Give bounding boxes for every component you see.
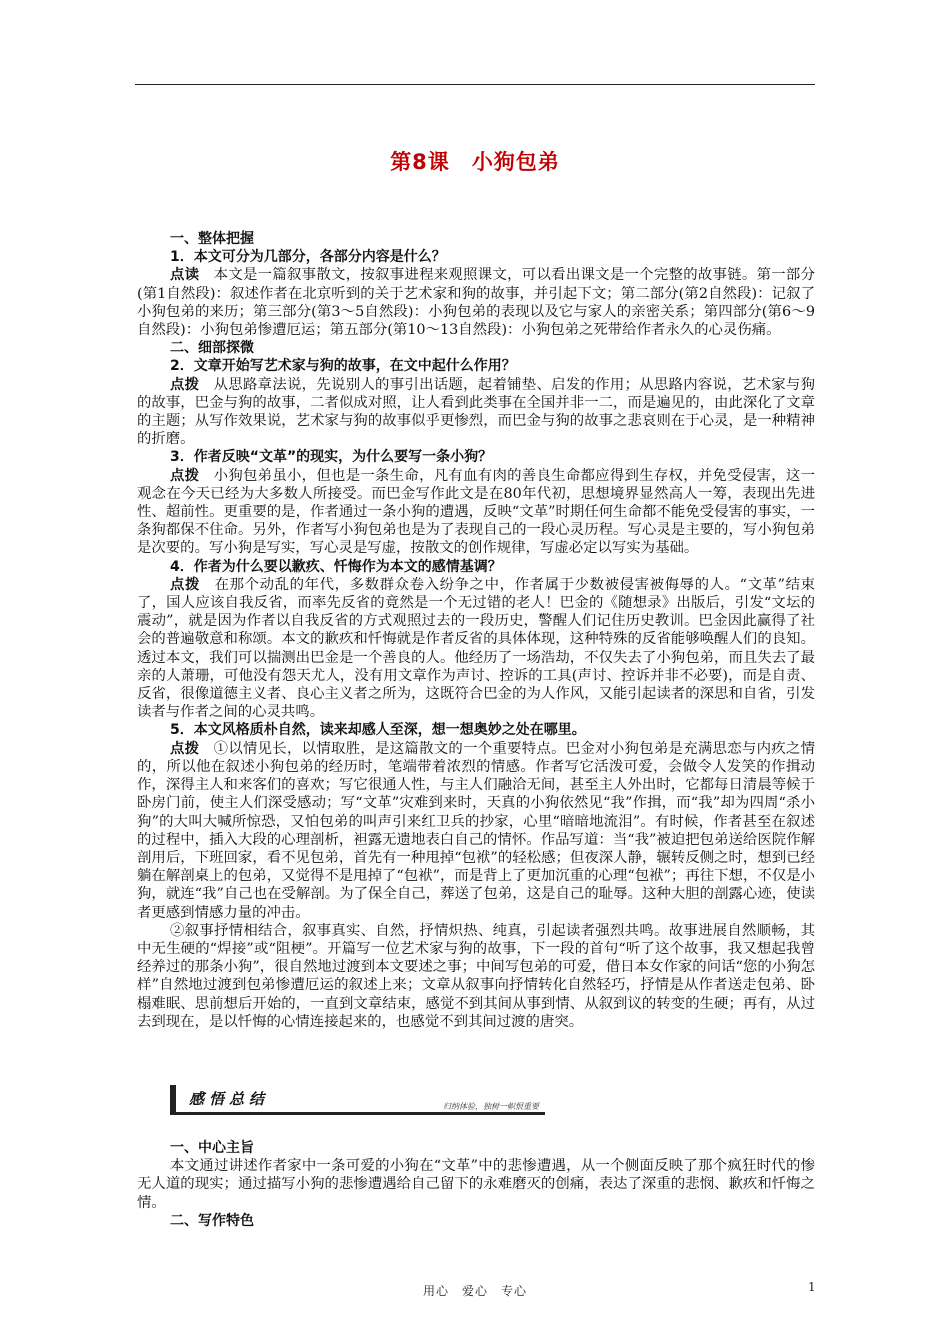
answer (137, 740, 815, 922)
section-heading: 二、细部探微 (170, 340, 254, 357)
answer (137, 576, 815, 722)
summary-section (137, 1139, 815, 1230)
banner-bar (170, 1085, 176, 1115)
answer-text: 从思路章法说，先说别人的事引出话题，起着铺垫、启发的作用；从思路内容说，艺术家与狗的故事，巴金与狗的故事，二者似成对照，让人看到此类事在全国并非一二，而是遍见的，由此深化了文章的主题；从写作效果说，艺术家与狗的故事似乎更惨烈，而巴金与狗的故事之悲哀则在于心灵，是一种精神的折磨。 (137, 376, 815, 448)
page-title (0, 146, 950, 176)
question: 2．文章开始写艺术家与狗的故事，在文中起什么作用？ (170, 358, 516, 375)
answer-text: 在那个动乱的年代，多数群众卷入纷争之中，作者属于少数被侵害被侮辱的人。“文革”结束了，国人应该自我反省，而率先反省的竟然是一个无过错的老人！巴金的《随想录》出版后，引发“文坛的震动”，就是因为作者以自我反省的方式观照过去的一段历史，警醒人们记住历史教训。巴金因此赢得了社会的普遍敬意和称颂。本文的歉疚和忏悔就是作者反省的具体体现，这种特殊的反省能够唤醒人们的良知。透过本文，我们可以揣测出巴金是一个善良的人。他经历了一场浩劫，不仅失去了小狗包弟，而且失去了最亲的人萧珊，可他没有怨天尤人，没有用文章作为声讨、控诉的工具(声讨、控诉并非不必要)，而是自责、反省，很像道德主义者、良心主义者之所为，这既符合巴金的为人作风，又能引起读者的深思和自省，引发读者与作者之间的心灵共鸣。 (137, 576, 815, 721)
summary-banner (170, 1085, 545, 1115)
answer (137, 266, 815, 339)
answer-text: ①以情见长，以情取胜，是这篇散文的一个重要特点。巴金对小狗包弟是充满思恋与内疚之情的，所以他在叙述小狗包弟的经历时，笔端带着浓烈的情感。作者写它活泼可爱，会做令人发笑的作揖动作，深得主人和来客们的喜欢；写它很通人性，与主人们融洽无间，甚至主人外出时，它都每日清晨等候于卧房门前，使主人们深受感动；写“文革”灾难到来时，天真的小狗依然见“我”作揖，而“我”却为四周“杀小狗”的大叫大喊所惊恐，又怕包弟的叫声引来红卫兵的抄家，心里“暗暗地流泪”。有时候，作者甚至在叙述的过程中，插入大段的心理剖析，袒露无遗地表白自己的情怀。作品写道：当“我”被迫把包弟送给医院作解剖用后，下班回家，看不见包弟，首先有一种甩掉“包袱”的轻松感；但夜深人静，辗转反侧之时，想到已经躺在解剖桌上的包弟，又觉得不是甩掉了“包袱”，而是背上了更加沉重的心理“包袱”；再往下想，不仅是小狗，就连“我”自己也在受解剖。为了保全自己，葬送了包弟，这是自己的耻辱。这种大胆的剖露心迹，使读者更感到情感力量的冲击。 (137, 740, 815, 921)
summary-heading: 一、中心主旨 (170, 1140, 254, 1156)
banner-title: 感悟总结 (189, 1090, 270, 1108)
answer (137, 467, 815, 558)
question: 4．作者为什么要以歉疚、忏悔作为本文的感情基调？ (170, 558, 502, 575)
answer (137, 376, 815, 449)
question: 1．本文可分为几部分，各部分内容是什么？ (170, 249, 446, 266)
summary-heading: 二、写作特色 (170, 1212, 254, 1229)
footer-text: 用心 爱心 专心 (422, 1284, 527, 1298)
summary-paragraph: 本文通过讲述作者家中一条可爱的小狗在“文革”中的悲惨遭遇，从一个侧面反映了那个疯狂时代的惨无人道的现实；通过描写小狗的悲惨遭遇给自己留下的永难磨灭的创痛，表达了深重的悲悯、歉疚和忏悔之情。 (137, 1158, 815, 1211)
answer-paragraph: ②叙事抒情相结合，叙事真实、自然，抒情炽热、纯真，引起读者强烈共鸣。故事进展自然顺畅，其中无生硬的“焊接”或“阻梗”。开篇写一位艺术家与狗的故事，下一段的首句“听了这个故事，我又想起我曾经养过的那条小狗”，很自然地过渡到本文要述之事；中间写包弟的可爱，借日本女作家的问话“您的小狗怎样”自然地过渡到包弟惨遭厄运的叙述上来；文章从叙事向抒情转化自然轻巧，抒情是从作者送走包弟、卧榻难眠、思前想后开始的，一直到文章结束，感觉不到其间从事到情、从叙到议的转变的生硬；再有，从过去到现在，是以忏悔的心情连接起来的，也感觉不到其间过渡的唐突。 (137, 922, 815, 1030)
lesson-title: 小狗包弟 (471, 150, 560, 174)
answer-tag: 点拨 (170, 740, 200, 757)
page-number: 1 (808, 1280, 816, 1294)
answer-tag: 点拨 (170, 576, 201, 593)
main-content (137, 230, 815, 1031)
answer-tag: 点拨 (170, 467, 200, 484)
answer-tag: 点读 (170, 267, 200, 284)
question: 3．作者反映“文革”的现实，为什么要写一条小狗？ (170, 449, 493, 466)
answer-text: 小狗包弟虽小，但也是一条生命，凡有血有肉的善良生命都应得到生存权，并免受侵害，这一观念在今天已经为大多数人所接受。而巴金写作此文是在80年代初，思想境界显然高人一筹，表现出先进性、超前性。更重要的是，作者通过一条小狗的遭遇，反映“文革”时期任何生命都不能免受侵害的事实，一条狗都保不住命。另外，作者写小狗包弟也是为了表现自己的一段心灵历程。写心灵是主要的，写小狗包弟是次要的。写小狗是写实，写心灵是写虚，按散文的创作规律，写虚必定以写实为基础。 (137, 467, 815, 557)
banner-subtitle: 归纳体验，独树一帜恨重要 (443, 1102, 539, 1111)
question: 5．本文风格质朴自然，读来却感人至深，想一想奥妙之处在哪里。 (170, 722, 586, 739)
answer-tag: 点拨 (170, 376, 200, 393)
lesson-number: 第8课 (390, 150, 450, 174)
banner-underline (176, 1112, 545, 1115)
answer-text: 本文是一篇叙事散文，按叙事进程来观照课文，可以看出课文是一个完整的故事链。第一部分(第1自然段)：叙述作者在北京听到的关于艺术家和狗的故事，并引起下文；第二部分(第2自然段)：记叙了小狗包弟的来历；第三部分(第3～5自然段)：小狗包弟的表现以及它与家人的亲密关系；第四部分(第6～9自然段)：小狗包弟惨遭厄运；第五部分(第10～13自然段)：小狗包弟之死带给作者永久的心灵伤痛。 (137, 267, 815, 339)
header-rule (135, 84, 815, 85)
section-heading: 一、整体把握 (170, 231, 254, 247)
